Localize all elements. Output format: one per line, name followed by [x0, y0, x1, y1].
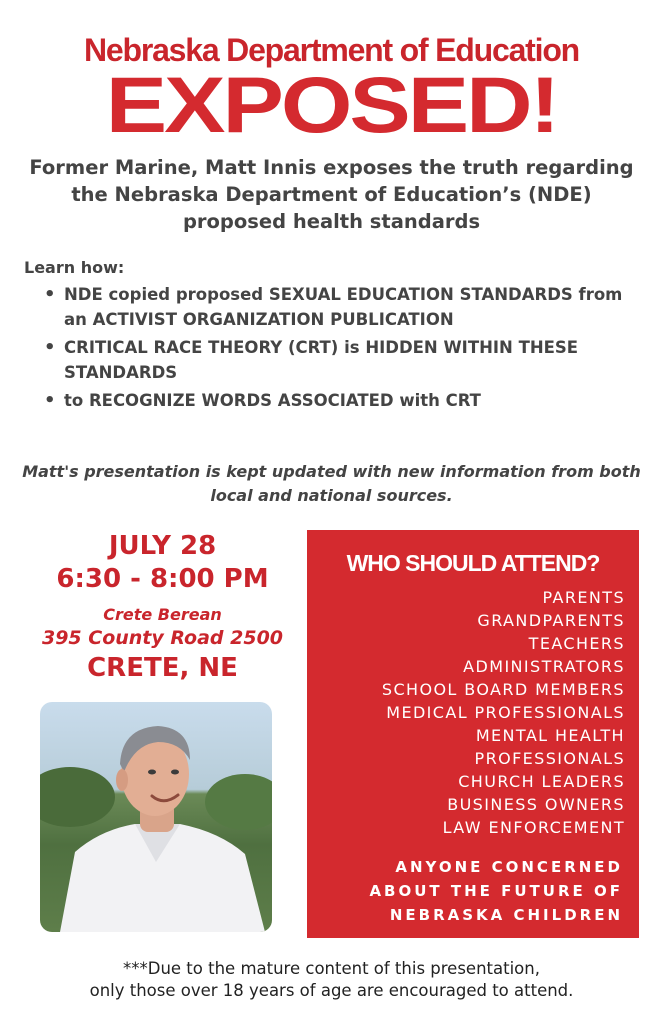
- audience-item: MENTAL HEALTH: [475, 726, 625, 745]
- speaker-photo: [40, 702, 272, 932]
- concern-line: NEBRASKA CHILDREN: [389, 906, 623, 924]
- who-should-attend-box: [307, 530, 639, 938]
- bullet-item: • to RECOGNIZE WORDS ASSOCIATED with CRT: [44, 388, 634, 413]
- audience-item: MEDICAL PROFESSIONALS: [386, 703, 625, 722]
- audience-item: ADMINISTRATORS: [463, 657, 625, 676]
- event-address: 395 County Road 2500: [41, 627, 284, 649]
- audience-item: PROFESSIONALS: [474, 749, 625, 768]
- event-details: [20, 530, 305, 686]
- subhead: Former Marine, Matt Innis exposes the truth regarding the Nebraska Department of Education’s (NDE) proposed health standards: [29, 156, 634, 233]
- audience-item: LAW ENFORCEMENT: [442, 818, 625, 837]
- audience-item: BUSINESS OWNERS: [447, 795, 625, 814]
- presentation-note: Matt's presentation is kept updated with new information from both local and national sources.: [22, 462, 641, 505]
- concern-line: ANYONE CONCERNED: [395, 858, 623, 876]
- audience-item: GRANDPARENTS: [477, 611, 625, 630]
- learn-label: Learn how:: [24, 258, 125, 277]
- bullet-item: • CRITICAL RACE THEORY (CRT) is HIDDEN WITHIN THESE STANDARDS: [44, 335, 634, 385]
- org-title: Nebraska Department of Education: [83, 32, 580, 68]
- audience-list: [382, 586, 625, 839]
- learn-bullet-list: [44, 282, 634, 416]
- event-time: 6:30 - 8:00 PM: [56, 564, 269, 594]
- speaker-portrait-illustration: [40, 702, 272, 932]
- concern-statement: [313, 855, 623, 927]
- audience-item: TEACHERS: [528, 634, 625, 653]
- event-date: JULY 28: [108, 531, 217, 561]
- audience-item: SCHOOL BOARD MEMBERS: [381, 680, 625, 699]
- event-city: CRETE, NE: [87, 653, 238, 683]
- headline: EXPOSED!: [105, 61, 558, 150]
- audience-item: PARENTS: [542, 588, 625, 607]
- event-venue: Crete Berean: [103, 605, 222, 624]
- bullet-item: • NDE copied proposed SEXUAL EDUCATION STANDARDS from an ACTIVIST ORGANIZATION PUBLICATION: [44, 282, 634, 332]
- disclaimer-line: only those over 18 years of age are encouraged to attend.: [89, 981, 574, 1000]
- attend-title: WHO SHOULD ATTEND?: [346, 550, 600, 576]
- disclaimer-line: ***Due to the mature content of this presentation,: [123, 959, 540, 978]
- concern-line: ABOUT THE FUTURE OF: [369, 882, 623, 900]
- audience-item: CHURCH LEADERS: [458, 772, 625, 791]
- age-disclaimer: [10, 958, 653, 1002]
